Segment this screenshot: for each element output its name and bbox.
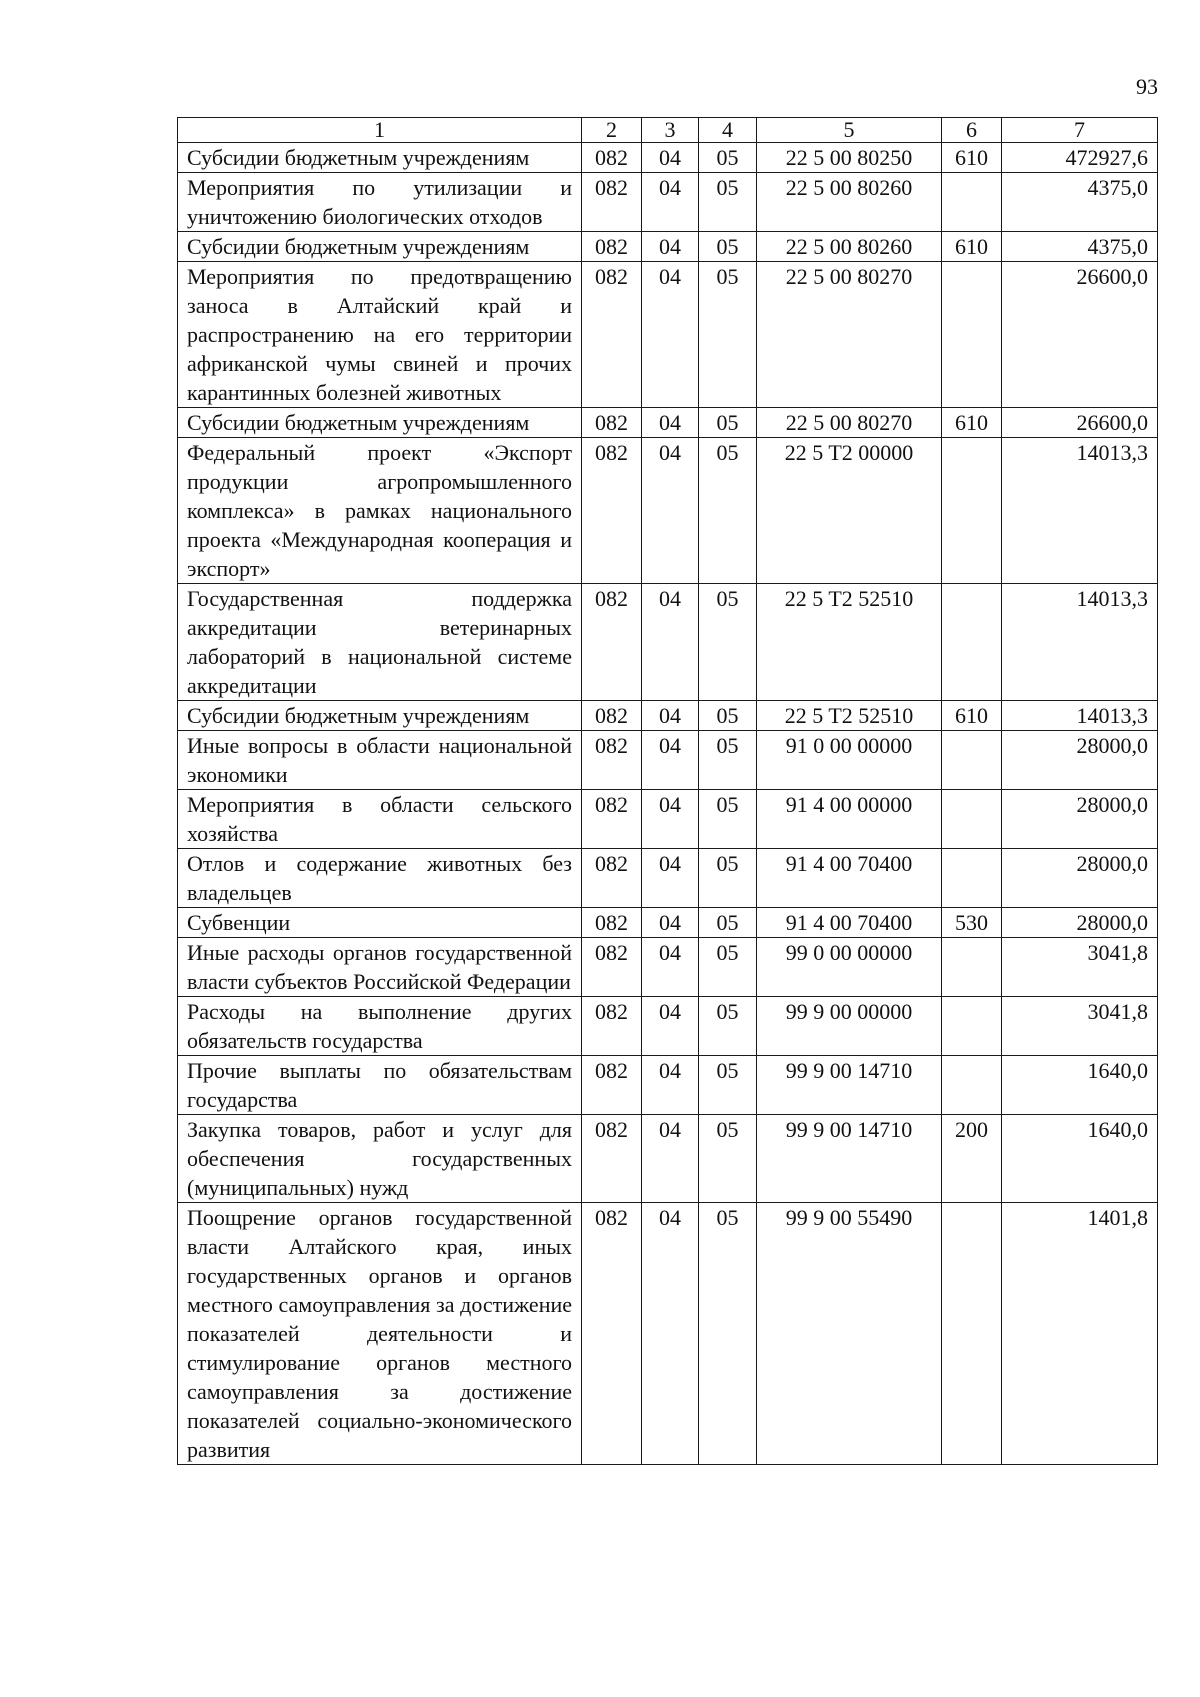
ministry-code: 082 (582, 731, 642, 790)
table-row (178, 849, 1158, 908)
target-item-code: 22 5 00 80260 (757, 173, 942, 232)
target-item-code: 99 9 00 00000 (757, 997, 942, 1056)
section-code: 04 (642, 1115, 699, 1203)
amount: 472927,6 (1002, 143, 1158, 173)
target-item-code: 91 4 00 70400 (757, 849, 942, 908)
subsection-code: 05 (699, 1115, 757, 1203)
item-name: Субсидии бюджетным учреждениям (178, 408, 582, 438)
expense-type-code: 200 (942, 1115, 1002, 1203)
subsection-code: 05 (699, 232, 757, 262)
target-item-code: 22 5 T2 52510 (757, 701, 942, 731)
subsection-code: 05 (699, 262, 757, 408)
ministry-code: 082 (582, 584, 642, 701)
section-code: 04 (642, 1203, 699, 1465)
section-code: 04 (642, 262, 699, 408)
section-code: 04 (642, 849, 699, 908)
ministry-code: 082 (582, 938, 642, 997)
amount: 14013,3 (1002, 584, 1158, 701)
section-code: 04 (642, 143, 699, 173)
expense-type-code: 610 (942, 232, 1002, 262)
item-name: Субсидии бюджетным учреждениям (178, 701, 582, 731)
item-name: Мероприятия в области сельского хозяйства (178, 790, 582, 849)
expense-type-code: 530 (942, 908, 1002, 938)
target-item-code: 22 5 T2 52510 (757, 584, 942, 701)
table-row (178, 1203, 1158, 1465)
amount: 28000,0 (1002, 908, 1158, 938)
item-name: Иные расходы органов государственной власти субъектов Российской Федерации (178, 938, 582, 997)
expense-type-code (942, 997, 1002, 1056)
target-item-code: 99 0 00 00000 (757, 938, 942, 997)
expense-type-code (942, 438, 1002, 584)
subsection-code: 05 (699, 438, 757, 584)
table-row (178, 408, 1158, 438)
item-name: Субсидии бюджетным учреждениям (178, 232, 582, 262)
ministry-code: 082 (582, 262, 642, 408)
page-number: 93 (1136, 74, 1158, 99)
target-item-code: 91 0 00 00000 (757, 731, 942, 790)
item-name: Мероприятия по предотвращению заноса в Алтайский край и распространению на его территории африканской чумы свиней и прочих карантинных болезней животных (178, 262, 582, 408)
header-col-7: 7 (1002, 118, 1158, 143)
target-item-code: 91 4 00 00000 (757, 790, 942, 849)
amount: 14013,3 (1002, 438, 1158, 584)
section-code: 04 (642, 173, 699, 232)
table-row (178, 908, 1158, 938)
target-item-code: 22 5 00 80270 (757, 408, 942, 438)
ministry-code: 082 (582, 790, 642, 849)
item-name: Федеральный проект «Экспорт продукции агропромышленного комплекса» в рамках национального проекта «Международная кооперация и экспорт» (178, 438, 582, 584)
ministry-code: 082 (582, 997, 642, 1056)
header-col-5: 5 (757, 118, 942, 143)
ministry-code: 082 (582, 1056, 642, 1115)
section-code: 04 (642, 908, 699, 938)
subsection-code: 05 (699, 1056, 757, 1115)
subsection-code: 05 (699, 143, 757, 173)
item-name: Иные вопросы в области национальной экономики (178, 731, 582, 790)
expense-type-code (942, 790, 1002, 849)
subsection-code: 05 (699, 938, 757, 997)
item-name: Закупка товаров, работ и услуг для обеспечения государственных (муниципальных) нужд (178, 1115, 582, 1203)
section-code: 04 (642, 731, 699, 790)
expense-type-code (942, 262, 1002, 408)
expense-type-code (942, 173, 1002, 232)
expense-type-code: 610 (942, 701, 1002, 731)
ministry-code: 082 (582, 1115, 642, 1203)
subsection-code: 05 (699, 173, 757, 232)
expense-type-code (942, 1056, 1002, 1115)
target-item-code: 91 4 00 70400 (757, 908, 942, 938)
expense-type-code (942, 1203, 1002, 1465)
expense-type-code (942, 731, 1002, 790)
header-col-6: 6 (942, 118, 1002, 143)
ministry-code: 082 (582, 701, 642, 731)
table-row (178, 938, 1158, 997)
subsection-code: 05 (699, 584, 757, 701)
subsection-code: 05 (699, 408, 757, 438)
table-row (178, 438, 1158, 584)
section-code: 04 (642, 790, 699, 849)
header-col-4: 4 (699, 118, 757, 143)
amount: 26600,0 (1002, 408, 1158, 438)
subsection-code: 05 (699, 997, 757, 1056)
target-item-code: 22 5 00 80270 (757, 262, 942, 408)
subsection-code: 05 (699, 731, 757, 790)
budget-table (177, 117, 1158, 1465)
section-code: 04 (642, 701, 699, 731)
item-name: Расходы на выполнение других обязательств государства (178, 997, 582, 1056)
section-code: 04 (642, 408, 699, 438)
subsection-code: 05 (699, 701, 757, 731)
target-item-code: 99 9 00 55490 (757, 1203, 942, 1465)
table-row (178, 731, 1158, 790)
section-code: 04 (642, 938, 699, 997)
amount: 1640,0 (1002, 1056, 1158, 1115)
item-name: Прочие выплаты по обязательствам государства (178, 1056, 582, 1115)
subsection-code: 05 (699, 790, 757, 849)
expense-type-code (942, 849, 1002, 908)
expense-type-code: 610 (942, 143, 1002, 173)
item-name: Субвенции (178, 908, 582, 938)
expense-type-code: 610 (942, 408, 1002, 438)
table-body (178, 143, 1158, 1465)
amount: 26600,0 (1002, 262, 1158, 408)
item-name: Поощрение органов государственной власти Алтайского края, иных государственных органов и органов местного самоуправления за достижение показателей деятельности и стимулирование органов местного самоуправления за достижение показателей социально-экономического развития (178, 1203, 582, 1465)
header-col-1: 1 (178, 118, 582, 143)
amount: 28000,0 (1002, 731, 1158, 790)
amount: 28000,0 (1002, 790, 1158, 849)
section-code: 04 (642, 438, 699, 584)
header-row (178, 118, 1158, 143)
item-name: Государственная поддержка аккредитации ветеринарных лабораторий в национальной системе аккредитации (178, 584, 582, 701)
table-row (178, 143, 1158, 173)
table-row (178, 173, 1158, 232)
expense-type-code (942, 584, 1002, 701)
amount: 4375,0 (1002, 232, 1158, 262)
ministry-code: 082 (582, 908, 642, 938)
table-row (178, 584, 1158, 701)
item-name: Мероприятия по утилизации и уничтожению биологических отходов (178, 173, 582, 232)
table-row (178, 232, 1158, 262)
ministry-code: 082 (582, 438, 642, 584)
table-row (178, 1115, 1158, 1203)
item-name: Отлов и содержание животных без владельцев (178, 849, 582, 908)
ministry-code: 082 (582, 232, 642, 262)
ministry-code: 082 (582, 1203, 642, 1465)
target-item-code: 99 9 00 14710 (757, 1056, 942, 1115)
target-item-code: 22 5 00 80250 (757, 143, 942, 173)
amount: 1401,8 (1002, 1203, 1158, 1465)
subsection-code: 05 (699, 908, 757, 938)
ministry-code: 082 (582, 408, 642, 438)
ministry-code: 082 (582, 849, 642, 908)
section-code: 04 (642, 232, 699, 262)
target-item-code: 22 5 00 80260 (757, 232, 942, 262)
ministry-code: 082 (582, 143, 642, 173)
target-item-code: 99 9 00 14710 (757, 1115, 942, 1203)
subsection-code: 05 (699, 849, 757, 908)
header-col-2: 2 (582, 118, 642, 143)
section-code: 04 (642, 1056, 699, 1115)
subsection-code: 05 (699, 1203, 757, 1465)
table-row (178, 701, 1158, 731)
amount: 1640,0 (1002, 1115, 1158, 1203)
expense-type-code (942, 938, 1002, 997)
table-row (178, 1056, 1158, 1115)
table-row (178, 790, 1158, 849)
section-code: 04 (642, 584, 699, 701)
table-header (178, 118, 1158, 143)
amount: 3041,8 (1002, 938, 1158, 997)
ministry-code: 082 (582, 173, 642, 232)
amount: 14013,3 (1002, 701, 1158, 731)
header-col-3: 3 (642, 118, 699, 143)
amount: 3041,8 (1002, 997, 1158, 1056)
table-row (178, 997, 1158, 1056)
amount: 28000,0 (1002, 849, 1158, 908)
item-name: Субсидии бюджетным учреждениям (178, 143, 582, 173)
amount: 4375,0 (1002, 173, 1158, 232)
table-row (178, 262, 1158, 408)
target-item-code: 22 5 T2 00000 (757, 438, 942, 584)
section-code: 04 (642, 997, 699, 1056)
